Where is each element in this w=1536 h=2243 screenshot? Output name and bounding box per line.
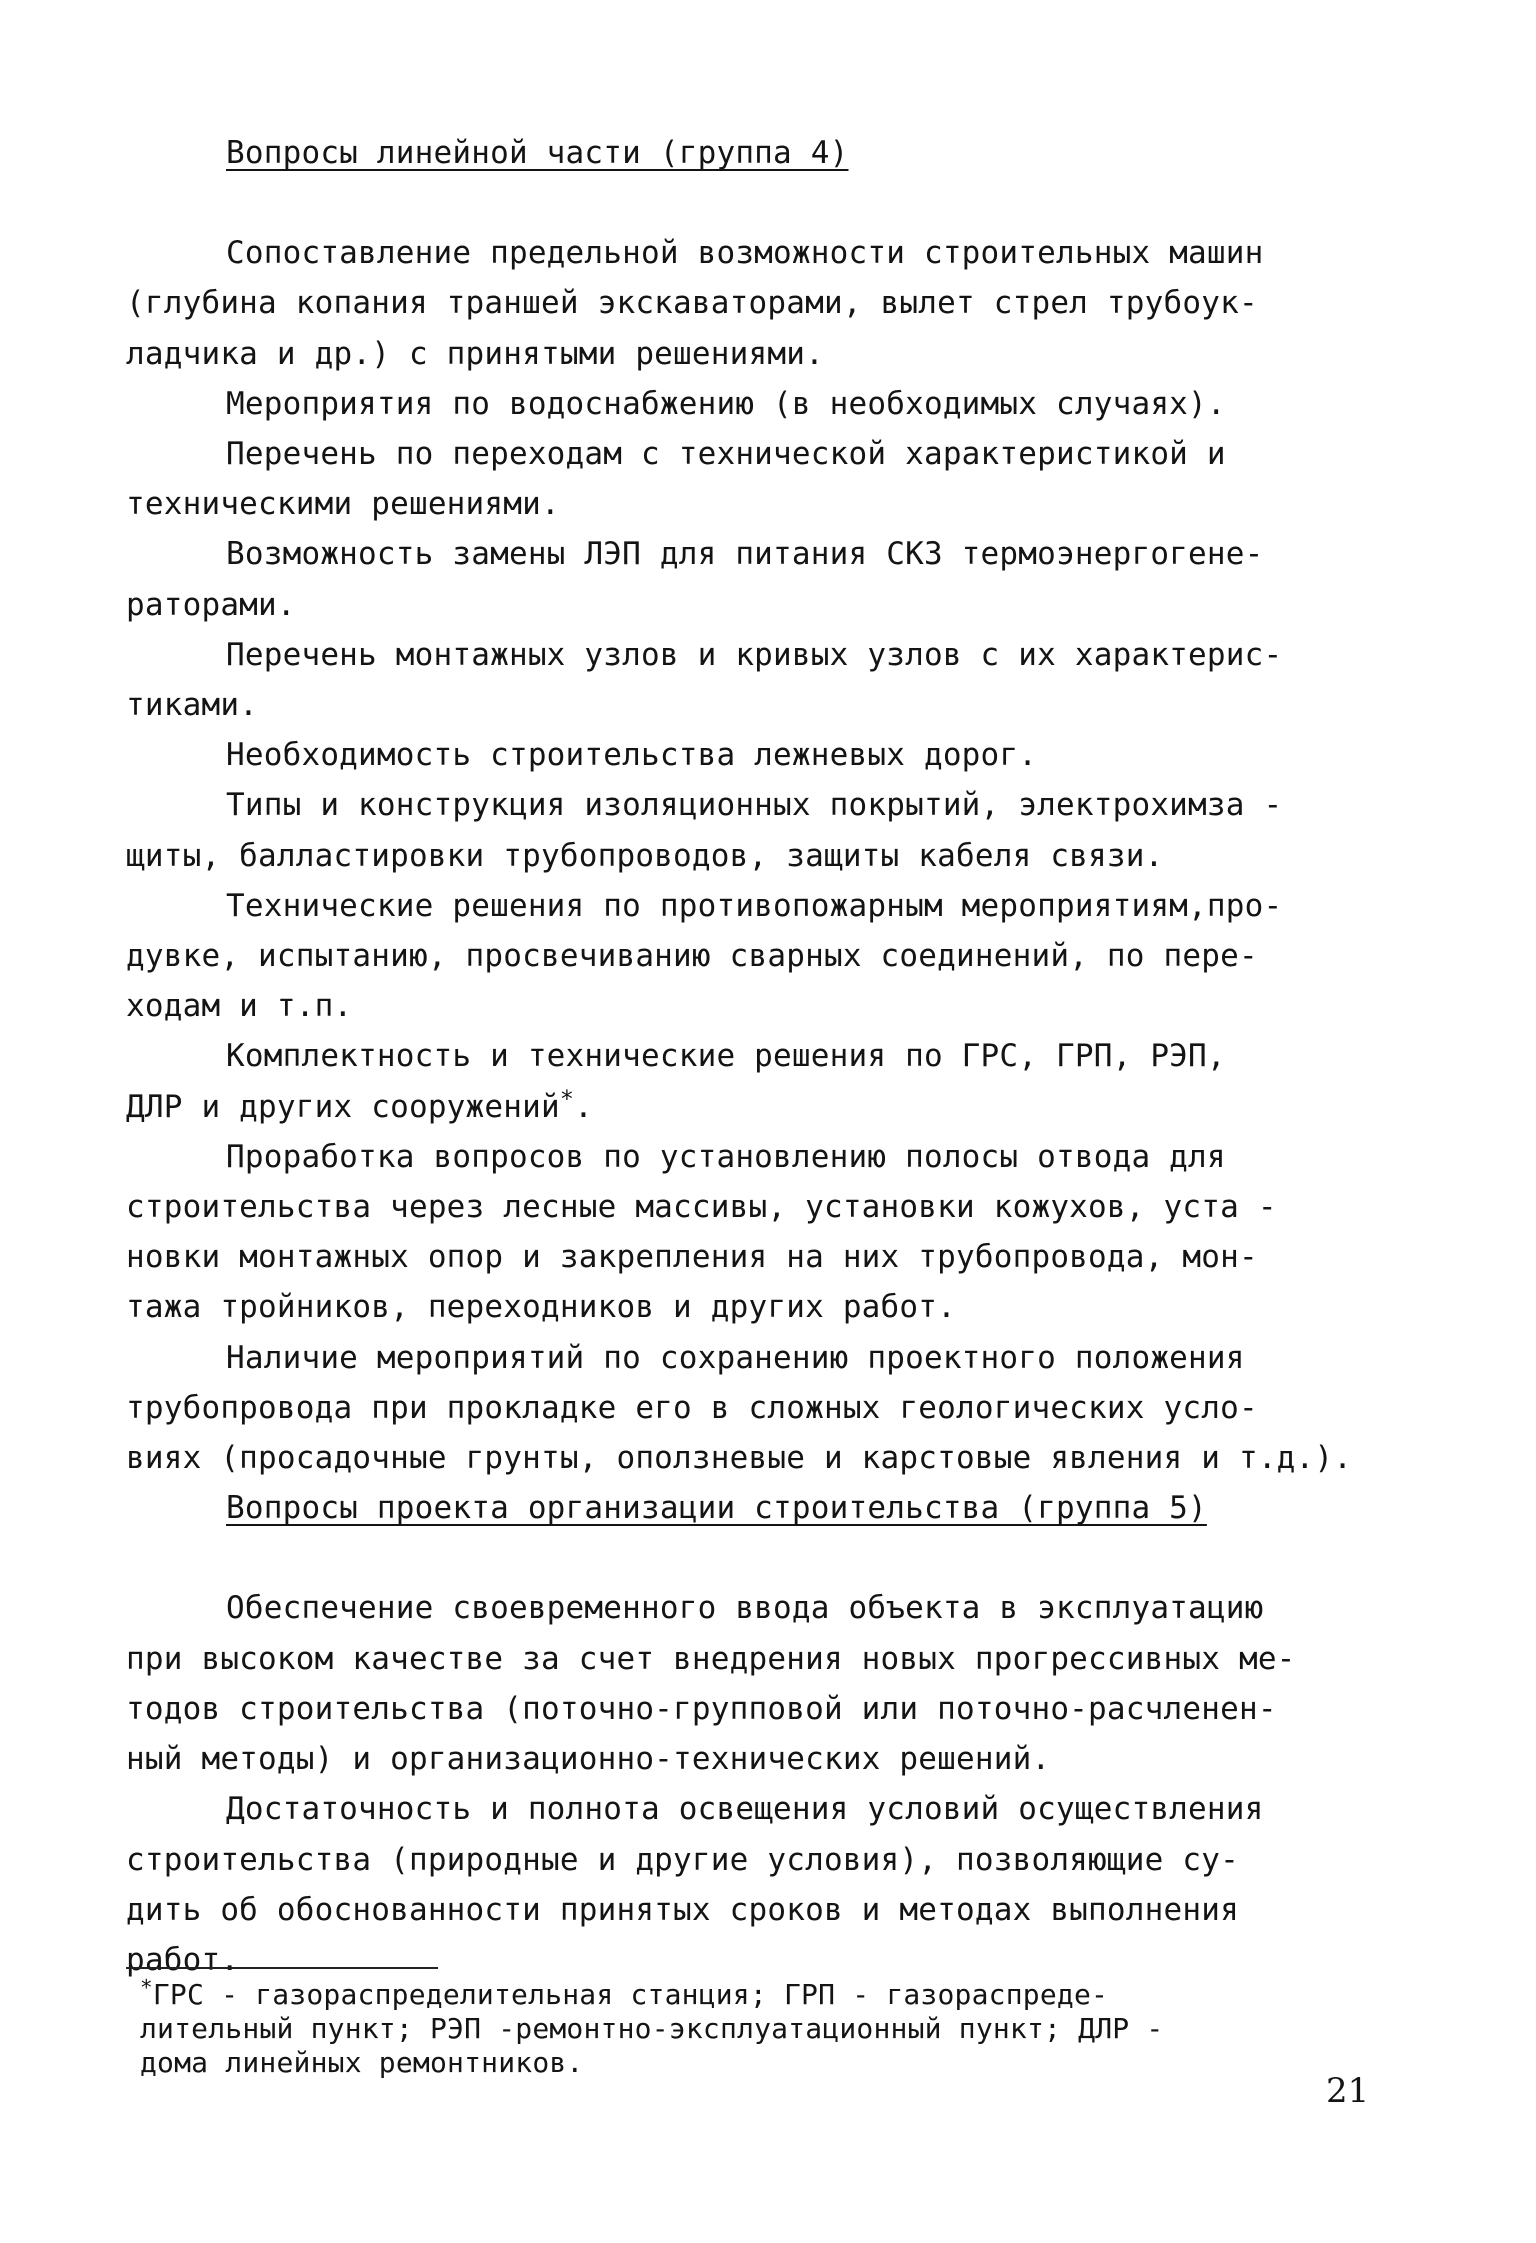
body-text xyxy=(126,128,1416,1985)
text-line: строительства через лесные массивы, установки кожухов, уста - xyxy=(126,1189,1277,1226)
section-heading-linear-part: Вопросы линейной части (группа 4) xyxy=(226,135,849,171)
text-line: работ. xyxy=(126,1941,240,1978)
text-line: Перечень монтажных узлов и кривых узлов с их характерис- xyxy=(226,636,1283,673)
footnote xyxy=(140,1975,1400,2080)
footnote-line: лительный пункт; РЭП -ремонтно-эксплуатационный пункт; ДЛР - xyxy=(140,2012,1164,2045)
text-line: ный методы) и организационно-технических решений. xyxy=(126,1741,1051,1778)
text-line: Типы и конструкция изоляционных покрытий, электрохимза - xyxy=(226,787,1283,824)
text-line: тажа тройников, переходников и других работ. xyxy=(126,1289,956,1326)
text-line: ДЛР и других сооружений*. xyxy=(126,1085,593,1125)
text-line: тиками. xyxy=(126,687,259,724)
text-line: новки монтажных опор и закрепления на них трубопровода, мон- xyxy=(126,1239,1258,1276)
text-line: Технические решения по противопожарным мероприятиям,про- xyxy=(226,887,1283,924)
text-line: Наличие мероприятий по сохранению проектного положения xyxy=(226,1339,1245,1376)
footnote-line-content: ГРС - газораспределительная станция; ГРП - газораспреде- xyxy=(152,1978,1109,2011)
text-line: виях (просадочные грунты, оползневые и карстовые явления и т.д.). xyxy=(126,1440,1353,1477)
text-line: строительства (природные и другие условия), позволяющие су- xyxy=(126,1841,1239,1878)
text-line: Необходимость строительства лежневых дорог. xyxy=(226,737,1038,774)
footnote-divider xyxy=(126,1967,438,1969)
text-line: дить об обоснованности принятых сроков и методах выполнения xyxy=(126,1891,1239,1928)
text-line: трубопровода при прокладке его в сложных геологических усло- xyxy=(126,1389,1258,1426)
text-line: Возможность замены ЛЭП для питания СКЗ термоэнергогене- xyxy=(226,536,1264,573)
text-line: (глубина копания траншей экскаваторами, вылет стрел трубоук- xyxy=(126,285,1258,322)
footnote-marker: * xyxy=(140,1975,153,2000)
text-line: Мероприятия по водоснабжению (в необходимых случаях). xyxy=(226,385,1226,422)
text-line: ладчика и др.) с принятыми решениями. xyxy=(126,335,824,372)
text-line: Обеспечение своевременного ввода объекта в эксплуатацию xyxy=(226,1590,1264,1627)
footnote-line: дома линейных ремонтников. xyxy=(140,2046,584,2079)
text-line: при высоком качестве за счет внедрения новых прогрессивных ме- xyxy=(126,1640,1296,1677)
text-line: ходам и т.п. xyxy=(126,988,353,1025)
text-line: дувке, испытанию, просвечиванию сварных соединений, по пере- xyxy=(126,938,1258,975)
text-line: Перечень по переходам с технической характеристикой и xyxy=(226,436,1226,473)
text-line: техническими решениями. xyxy=(126,486,560,523)
text-line: Проработка вопросов по установлению полосы отвода для xyxy=(226,1138,1226,1175)
text-line: Комплектность и технические решения по ГРС, ГРП, РЭП, xyxy=(226,1038,1226,1075)
text-line: щиты, балластировки трубопроводов, защиты кабеля связи. xyxy=(126,837,1164,874)
footnote-line xyxy=(140,1975,1400,2012)
text-line-content: ДЛР и других сооружений xyxy=(126,1088,560,1125)
text-line: раторами. xyxy=(126,586,296,623)
section-heading-construction-organization: Вопросы проекта организации строительства (группа 5) xyxy=(226,1490,1207,1527)
page-number: 21 xyxy=(1326,2071,1370,2111)
text-line: Достаточность и полнота освещения условий осуществления xyxy=(226,1791,1264,1828)
text-line: тодов строительства (поточно-групповой или поточно-расчленен- xyxy=(126,1690,1277,1727)
footnote-marker: * xyxy=(559,1085,575,1113)
text-line: Сопоставление предельной возможности строительных машин xyxy=(226,235,1264,272)
